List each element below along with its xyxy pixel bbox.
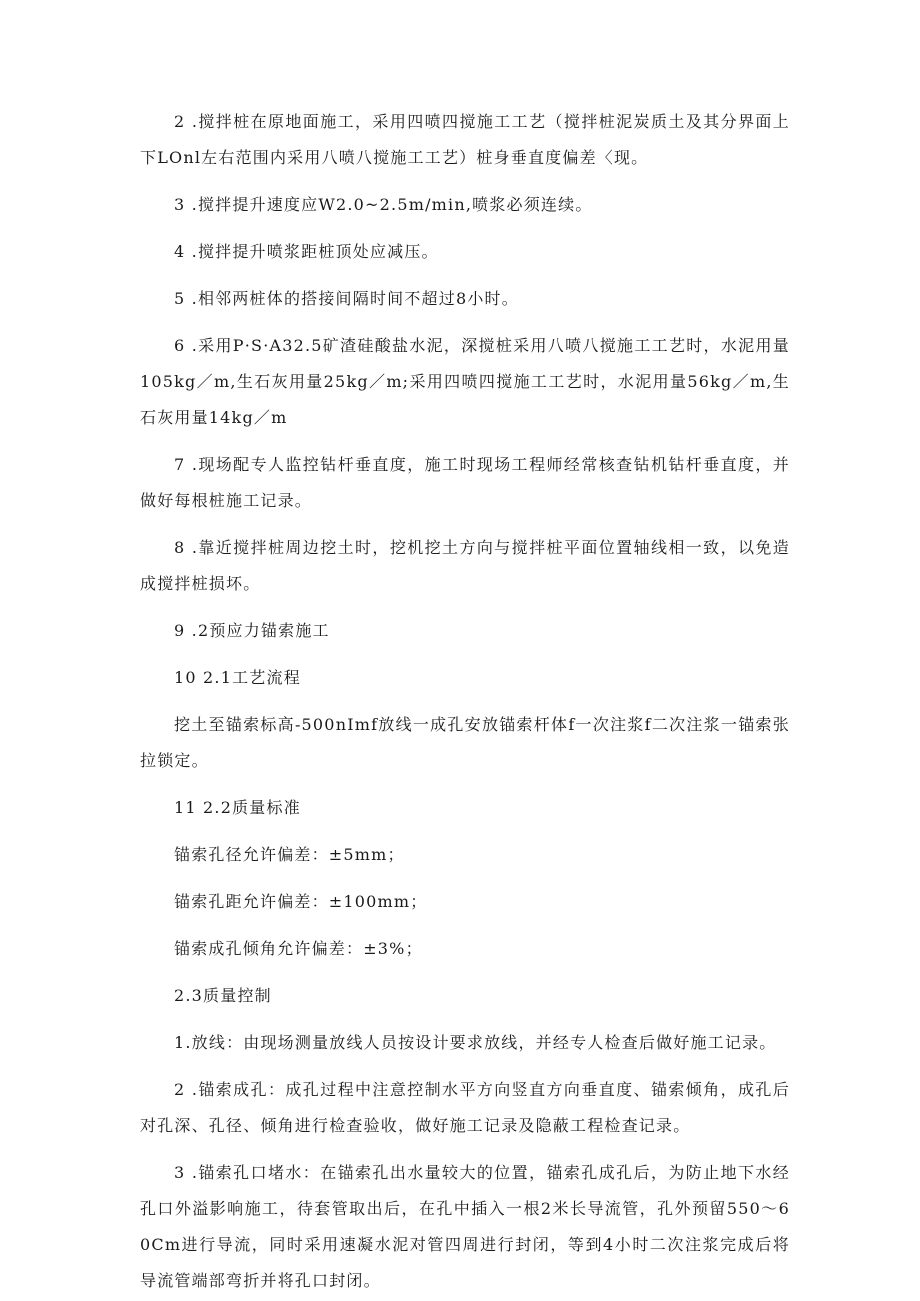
paragraph-overlap-interval: 5 .相邻两桩体的搭接间隔时间不超过8小时。 xyxy=(174,289,519,308)
section-heading-anchor-cable: 9 .2预应力锚索施工 xyxy=(174,621,330,640)
paragraph-hole-spacing-tolerance: 锚索孔距允许偏差：±100mm； xyxy=(174,892,428,911)
paragraph-lift-speed: 3 .搅拌提升速度应W2.0~2.5m/min,喷浆必须连续。 xyxy=(174,195,593,214)
paragraph-hole-diameter-tolerance: 锚索孔径允许偏差：±5mm； xyxy=(174,845,405,864)
subsection-heading-quality-control: 2.3质量控制 xyxy=(174,986,272,1005)
paragraph-process-flow: 挖土至锚索标高-500nImf放线一成孔安放锚索杆体f一次注浆f二次注浆一锚索张拉锁定。 xyxy=(140,715,790,770)
paragraph-water-plugging: 3 .锚索孔口堵水：在锚索孔出水量较大的位置，锚索孔成孔后，为防止地下水经孔口外溢影响施工，待套管取出后，在孔中插入一根2米长导流管，孔外预留550～60Cm进行导流，同时采用速凝水泥对管四周进行封闭，等到4小时二次注浆完成后将导流管端部弯折并将孔口封闭。 xyxy=(140,1163,790,1290)
paragraph-verticality-monitoring: 7 .现场配专人监控钻杆垂直度，施工时现场工程师经常核查钻机钻杆垂直度，并做好每根桩施工记录。 xyxy=(140,455,790,510)
paragraph-cement-dosage: 6 .采用P·S·A32.5矿渣硅酸盐水泥，深搅桩采用八喷八搅施工工艺时，水泥用量105kg／m,生石灰用量25kg／m;采用四喷四搅施工工艺时，水泥用量56kg／m,生石灰用量14kg／m xyxy=(140,336,790,427)
paragraph-mixing-pile-method: 2 .搅拌桩在原地面施工，采用四喷四搅施工工艺（搅拌桩泥炭质土及其分界面上下LOnl左右范围内采用八喷八搅施工工艺）桩身垂直度偏差〈现。 xyxy=(140,112,790,167)
paragraph-hole-forming: 2 .锚索成孔：成孔过程中注意控制水平方向竖直方向垂直度、锚索倾角，成孔后对孔深、孔径、倾角进行检查验收，做好施工记录及隐蔽工程检查记录。 xyxy=(140,1080,790,1135)
subsection-heading-process-flow: 10 2.1工艺流程 xyxy=(174,668,301,687)
document-body xyxy=(140,104,790,1299)
paragraph-excavation-direction: 8 .靠近搅拌桩周边挖土时，挖机挖土方向与搅拌桩平面位置轴线相一致，以免造成搅拌桩损坏。 xyxy=(140,538,790,593)
paragraph-inclination-tolerance: 锚索成孔倾角允许偏差：±3%； xyxy=(174,939,423,958)
paragraph-setting-out: 1.放线：由现场测量放线人员按设计要求放线，并经专人检查后做好施工记录。 xyxy=(174,1033,777,1052)
subsection-heading-quality-standard: 11 2.2质量标准 xyxy=(174,798,301,817)
paragraph-pressure-reduction: 4 .搅拌提升喷浆距桩顶处应减压。 xyxy=(174,242,439,261)
